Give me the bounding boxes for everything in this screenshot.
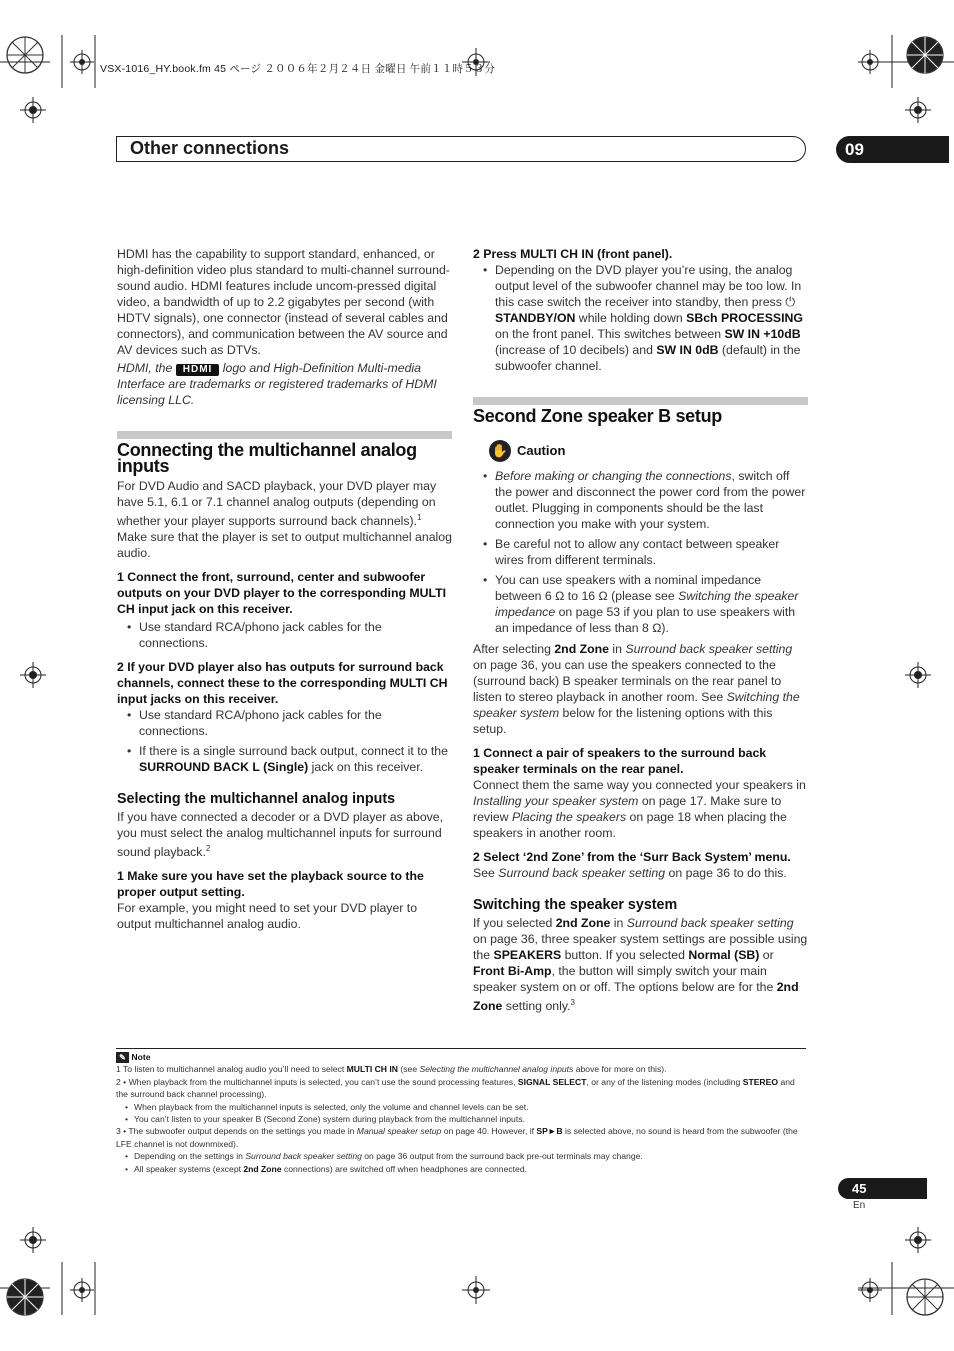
caution-hand-icon: ✋ xyxy=(489,440,511,462)
footnotes xyxy=(116,1048,806,1175)
language-code: En xyxy=(853,1200,866,1211)
caution-bullet-2: • Be careful not to allow any contact between speaker wires from different terminals. xyxy=(473,536,808,568)
selecting-step-1: 1 Make sure you have set the playback source to the proper output setting. xyxy=(117,869,424,900)
selecting-step-1-text: For example, you might need to set your DVD player to output multichannel analog audio. xyxy=(117,901,418,932)
section-title: Other connections xyxy=(130,138,290,158)
step-2: 2 If your DVD player also has outputs for surround back channels, connect these to the corresponding MULTI CH input jacks on this receiver. xyxy=(117,660,448,707)
notes-rule xyxy=(116,1048,806,1049)
step-1-bullet: • Use standard RCA/phono jack cables for the connections. xyxy=(117,619,452,651)
selecting-paragraph: If you have connected a decoder or a DVD player as above, you must select the analog multichannel inputs for surround sound playback.$^2$ xyxy=(117,810,444,860)
note-3: 3 • The subwoofer output depends on the settings you made in Manual speaker setup on page 40. However, if SP►B is selected above, no sound is heard from the subwoofer (the LFE channel is not downmixed). xyxy=(116,1126,798,1149)
chapter-number: 09 xyxy=(836,136,949,163)
right-step-1-text: Connect them the same way you connected your speakers in Installing your speaker system on page 17. Make sure to review Placing the speakers on page 18 when placing the speakers in another room. xyxy=(473,778,806,840)
note-3-bullet-1: • Depending on the settings in Surround back speaker setting on page 36 output from the surround back pre-out terminals may change. xyxy=(116,1150,806,1162)
heading-second-zone: Second Zone speaker B setup xyxy=(473,406,722,426)
note-2: 2 • When playback from the multichannel inputs is selected, you can’t use the sound processing features, SIGNAL SELECT, or any of the listening modes (including STEREO and the surround back channel processing). xyxy=(116,1076,795,1100)
caution-bullet-1: • Before making or changing the connections, switch off the power and disconnect the power cord from the power outlet. Plugging in components should be the last connection you make with your system. xyxy=(473,468,808,532)
power-icon: ⏻ xyxy=(785,295,795,309)
caution-heading: ✋ Caution xyxy=(473,440,808,462)
step-2-bullet-1: • Use standard RCA/phono jack cables for the connections. xyxy=(117,707,452,739)
section-rule-2 xyxy=(473,397,808,405)
section-rule xyxy=(117,431,452,439)
heading-selecting: Selecting the multichannel analog inputs xyxy=(117,791,396,808)
page-number: 45 xyxy=(838,1178,927,1199)
after-selecting-paragraph: After selecting 2nd Zone in Surround back speaker setting on page 36, you can use the speakers connected to the (surround back) B speaker terminals on the rear panel to listen to stereo playback in another room. See Switching the speaker system below for the listening options with this setup. xyxy=(473,642,800,736)
step-1: 1 Connect the front, surround, center and subwoofer outputs on your DVD player to the corresponding MULTI CH input jack on this receiver. xyxy=(117,570,447,617)
note-1: 1 To listen to multichannel analog audio you’ll need to select MULTI CH IN (see Selecting the multichannel analog inputs above for more on this). xyxy=(116,1064,667,1075)
hdmi-paragraph: HDMI has the capability to support standard, enhanced, or high-definition video plus standard to multi-channel surround-sound audio. HDMI features include uncom-pressed digital video, a bandwidth of up to 2.2 gigabytes per second (with HDTV signals), one connector (instead of several cables and connectors), and communication between the AV source and AV devices such as DTVs. xyxy=(117,247,450,357)
step-2-bullet-2: • If there is a single surround back output, connect it to the SURROUND BACK L (Single) jack on this receiver. xyxy=(117,743,452,775)
right-step-2-bullet: • Depending on the DVD player you’re using, the analog output level of the subwoofer channel may be too low. In this case switch the receiver into standby, then press ⏻ STANDBY/ON while holding down SBch PROCESSING on the front panel. This switches between SW IN +10dB (increase of 10 decibels) and SW IN 0dB (default) in the subwoofer channel. xyxy=(473,262,808,374)
note-2-bullet-1: • When playback from the multichannel inputs is selected, only the volume and channel levels can be set. xyxy=(116,1101,806,1113)
heading-switching: Switching the speaker system xyxy=(473,897,678,913)
right-step-2: 2 Press MULTI CH IN (front panel). xyxy=(473,247,673,261)
notes-heading: ✎ Note xyxy=(116,1051,806,1063)
hdmi-trademark: HDMI, the HDMI logo and High-Definition Multi-media Interface are trademarks or registered trademarks of HDMI licensing LLC. xyxy=(117,361,437,407)
file-header: VSX-1016_HY.book.fm 45 ページ ２００６年２月２４日 金曜日 午前１１時５３分 xyxy=(100,63,496,75)
right-step-2b-text: See Surround back speaker setting on page 36 to do this. xyxy=(473,866,787,880)
switching-paragraph: If you selected 2nd Zone in Surround back speaker setting on page 36, three speaker system settings are possible using the SPEAKERS button. If you selected Normal (SB) or Front Bi-Amp, the button will simply switch your main speaker system on or off. The options below are for the 2nd Zone setting only.$^3$ xyxy=(473,916,808,1014)
caution-bullet-3: • You can use speakers with a nominal impedance between 6 Ω to 16 Ω (please see Switching the speaker impedance on page 53 if you plan to use speakers with an impedance of less than 8 Ω). xyxy=(473,572,808,636)
heading-connecting: Connecting the multichannel analog inputs xyxy=(117,440,417,476)
right-column xyxy=(473,246,808,1014)
connecting-paragraph: For DVD Audio and SACD playback, your DVD player may have 5.1, 6.1 or 7.1 channel analog outputs (depending on whether your player supports surround back channels).$^1$ Make sure that the player is set to output multichannel analog audio. xyxy=(117,479,452,561)
note-2-bullet-2: • You can’t listen to your speaker B (Second Zone) system during playback from the multichannel inputs. xyxy=(116,1113,806,1125)
right-step-1: 1 Connect a pair of speakers to the surround back speaker terminals on the rear panel. xyxy=(473,746,767,776)
note-pencil-icon: ✎ xyxy=(116,1052,129,1063)
right-step-2b: 2 Select ‘2nd Zone’ from the ‘Surr Back System’ menu. xyxy=(473,850,791,864)
hdmi-logo: HDMI xyxy=(176,364,220,376)
note-3-bullet-2: • All speaker systems (except 2nd Zone connections) are switched off when headphones are connected. xyxy=(116,1163,806,1175)
left-column xyxy=(117,246,452,932)
